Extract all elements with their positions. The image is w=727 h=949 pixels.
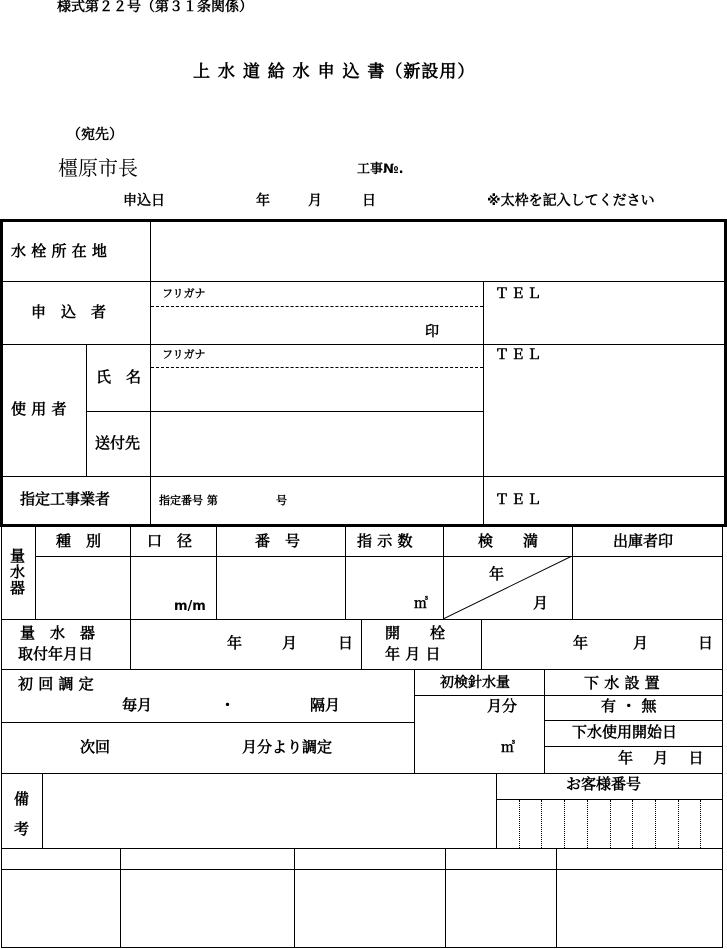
- digit-divider: [587, 800, 588, 848]
- remarks-label-1: 備: [14, 790, 30, 808]
- inspection-diagonal: [443, 556, 573, 620]
- option-separator: ・: [220, 696, 236, 714]
- cubic-unit: ㎥: [501, 740, 515, 756]
- send-to-label: 送付先: [95, 434, 141, 452]
- digit-divider: [519, 800, 520, 848]
- location-field[interactable]: [152, 226, 722, 278]
- name-label: 氏 名: [96, 368, 142, 386]
- stamp-grid-header-divider: [1, 869, 723, 870]
- survey-header-divider: [414, 695, 722, 696]
- sewer-start-label: 下水使用開始日: [572, 723, 678, 741]
- row-divider: [2, 344, 725, 345]
- addressee: 橿原市長: [58, 156, 138, 180]
- date-col-divider: [361, 619, 362, 669]
- open-label-2: 年 月 日: [385, 645, 441, 663]
- user-name-field[interactable]: [152, 369, 482, 409]
- application-date-label: 申込日: [123, 193, 165, 209]
- application-day-label: 日: [362, 193, 376, 209]
- open-year: 年: [573, 634, 589, 652]
- from-month-label: 月分より調定: [242, 738, 333, 756]
- survey-col-divider: [414, 669, 415, 773]
- digit-divider: [678, 800, 679, 848]
- first-survey-label: 初 回 調 定: [18, 675, 94, 693]
- remarks-col-divider: [42, 773, 43, 848]
- customer-no-divider: [496, 799, 722, 800]
- digit-divider: [632, 800, 633, 848]
- name-send-divider: [87, 411, 483, 412]
- install-label-2: 取付年月日: [18, 645, 94, 663]
- date-col-divider: [130, 619, 131, 669]
- survey-row-divider: [1, 722, 414, 723]
- monthly-option[interactable]: 毎月: [122, 696, 153, 714]
- install-month: 月: [282, 634, 298, 652]
- digit-divider: [655, 800, 656, 848]
- seal-mark: 印: [425, 324, 439, 340]
- first-reading-label: 初検針水量: [440, 675, 510, 691]
- digit-divider: [610, 800, 611, 848]
- main-table-divider: [150, 221, 151, 525]
- user-tel-label: ＴＥＬ: [495, 347, 543, 363]
- lower-right-border: [722, 527, 723, 848]
- form-number: 様式第２２号（第３１条関係）: [57, 0, 253, 15]
- tel-column-divider: [483, 282, 484, 525]
- meter-vertical-label: 量 水 器: [10, 547, 26, 597]
- row-divider: [1, 773, 722, 774]
- date-col-divider: [481, 619, 482, 669]
- applicant-tel-label: ＴＥＬ: [495, 286, 543, 302]
- remarks-col-divider: [496, 773, 497, 848]
- sewer-start-date: 年 月 日: [618, 749, 704, 767]
- sewer-label: 下 水 設 置: [584, 674, 660, 692]
- stamp-col-divider: [445, 848, 446, 948]
- header-reading: 指 示 数: [357, 532, 413, 550]
- header-diameter: 口 径: [147, 532, 193, 550]
- stamp-col-divider: [294, 848, 295, 948]
- lower-left-border: [1, 527, 2, 848]
- work-no-label: 工事№.: [357, 162, 404, 177]
- remarks-field[interactable]: [45, 776, 493, 846]
- stamp-col-divider: [556, 848, 557, 948]
- meter-col-divider: [35, 527, 36, 619]
- applicant-name-field[interactable]: [152, 308, 422, 342]
- inspection-month: 月: [533, 594, 549, 612]
- application-year-label: 年: [256, 193, 270, 209]
- reading-unit: ㎥: [414, 596, 428, 612]
- bimonthly-option[interactable]: 隔月: [310, 696, 341, 714]
- instruction-note: ※太枠を記入してください: [487, 193, 655, 209]
- stamp-grid-frame: [1, 848, 723, 948]
- sewer-options[interactable]: 有 ・ 無: [601, 697, 657, 715]
- header-number: 番 号: [255, 532, 301, 550]
- install-label-1: 量 水 器: [20, 624, 96, 642]
- form-title: 上 水 道 給 水 申 込 書（新設用）: [193, 62, 476, 82]
- row-divider: [2, 476, 725, 477]
- send-to-field[interactable]: [152, 413, 482, 475]
- digit-divider: [541, 800, 542, 848]
- applicant-furigana-label: フリガナ: [162, 287, 206, 300]
- inspection-year: 年: [489, 565, 505, 583]
- user-furigana-label: フリガナ: [162, 348, 206, 361]
- row-divider: [2, 281, 725, 282]
- survey-col-divider: [544, 669, 545, 773]
- contractor-tel-label: ＴＥＬ: [495, 492, 543, 508]
- furigana-divider: [151, 367, 483, 368]
- header-inspection: 検 満: [478, 532, 539, 550]
- user-label: 使 用 者: [11, 400, 67, 418]
- diameter-unit: m/m: [174, 599, 206, 614]
- meter-col-divider: [345, 527, 346, 619]
- furigana-divider: [151, 306, 483, 307]
- contractor-label: 指定工事業者: [20, 490, 111, 508]
- location-label: 水 栓 所 在 地: [11, 242, 107, 260]
- application-month-label: 月: [308, 193, 322, 209]
- next-label: 次回: [80, 738, 111, 756]
- meter-col-divider: [130, 527, 131, 619]
- install-year: 年: [227, 634, 243, 652]
- designation-suffix: 号: [276, 494, 287, 507]
- open-month: 月: [633, 634, 649, 652]
- sewer-divider: [544, 720, 722, 721]
- customer-no-label: お客様番号: [566, 775, 642, 793]
- stamp-col-divider: [120, 848, 121, 948]
- install-day: 日: [338, 634, 354, 652]
- open-day: 日: [698, 634, 714, 652]
- meter-col-divider: [216, 527, 217, 619]
- remarks-label-2: 考: [14, 820, 30, 838]
- open-label-1: 開 栓: [385, 624, 446, 642]
- digit-divider: [700, 800, 701, 848]
- header-issuer-seal: 出庫者印: [613, 532, 674, 550]
- sewer-divider: [544, 746, 722, 747]
- header-type: 種 別: [56, 532, 102, 550]
- applicant-label: 申 込 者: [31, 303, 107, 321]
- digit-divider: [564, 800, 565, 848]
- month-portion: 月分: [487, 697, 518, 715]
- designation-prefix: 指定番号 第: [159, 494, 218, 507]
- row-divider: [1, 669, 722, 670]
- meter-header-divider: [35, 556, 722, 557]
- addressee-label: （宛先）: [67, 127, 123, 143]
